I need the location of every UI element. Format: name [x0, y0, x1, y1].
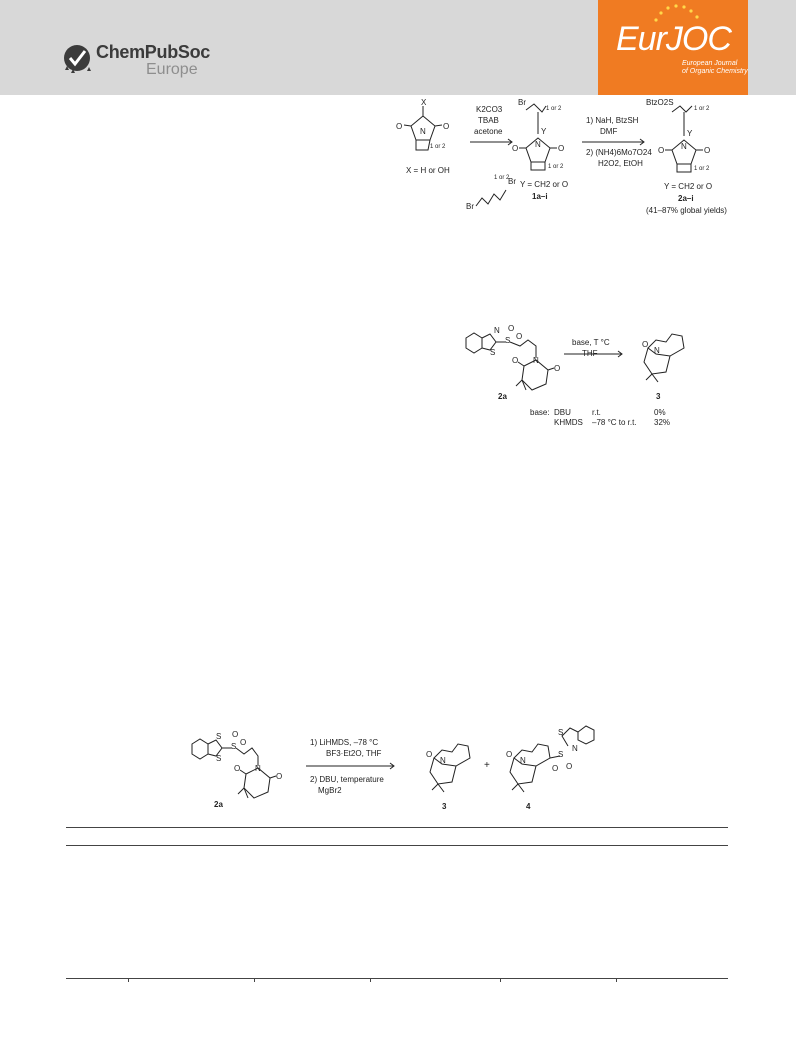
table-1-structures [186, 720, 606, 815]
journal-header [0, 0, 796, 95]
journal-full-line: of Organic Chemistry [682, 68, 748, 75]
carbonyl-o-label: O [558, 144, 565, 153]
carbonyl-o-label: O [512, 144, 519, 153]
imide-n-label: N [533, 356, 539, 365]
reagent-line: acetone [474, 127, 503, 136]
compound-label-4: 4 [526, 802, 531, 811]
carbonyl-o-label: O [276, 772, 283, 781]
yield: 32% [654, 418, 671, 427]
y-definition: Y = CH2 or O [664, 182, 713, 191]
condition-line: THF [582, 349, 598, 358]
column-divider [616, 978, 617, 982]
yield: 0% [654, 408, 666, 417]
sulfonyl-o-label: O [508, 324, 515, 333]
product-n-label: N [520, 756, 526, 765]
publisher-name: ChemPubSoc [96, 42, 211, 62]
base-prefix: base: [530, 408, 550, 417]
product-o-label: O [426, 750, 433, 759]
scheme-2 [460, 320, 710, 440]
step-2-line: 2) DBU, temperature [310, 775, 384, 784]
sulfonyl-o-label: O [552, 764, 559, 773]
sulfonyl-o-label: O [566, 762, 573, 771]
chempubsoc-logo [62, 40, 211, 80]
y-definition: Y = CH2 or O [520, 180, 569, 189]
thiazole-s-label: S [216, 732, 222, 741]
table-1-scheme [186, 720, 606, 815]
condition-line: base, T °C [572, 338, 610, 347]
ring-size-label: 1 or 2 [694, 166, 710, 172]
step-2-line: MgBr2 [318, 786, 342, 795]
x-definition: X = H or OH [406, 166, 450, 175]
sulfonyl-o-label: O [240, 738, 247, 747]
carbonyl-o-label: O [234, 764, 241, 773]
product-n-label: N [654, 346, 660, 355]
chempubsoc-emblem-icon [62, 42, 94, 76]
compound-label-2a: 2a [498, 392, 507, 401]
column-divider [370, 978, 371, 982]
product-o-label: O [642, 340, 649, 349]
sulfonyl-group-label: BtzO2S [646, 98, 674, 107]
sulfonyl-s-label: S [558, 750, 564, 759]
sulfonyl-s-label: S [231, 742, 237, 751]
ring-size-label: 1 or 2 [548, 164, 564, 170]
intermediate-br-label: Br [518, 98, 526, 107]
thiazole-n-label: N [494, 326, 500, 335]
reagent-line: DMF [600, 127, 618, 136]
dibromide-br-label: Br [466, 202, 474, 211]
journal-logo-text: EurJOC [616, 20, 731, 58]
column-divider [500, 978, 501, 982]
reagent-line: 1) NaH, BtzSH [586, 116, 639, 125]
compound-label-3: 3 [656, 392, 661, 401]
carbonyl-o-label: O [443, 122, 450, 131]
publisher-sub: Europe [146, 61, 198, 78]
reagent-line: H2O2, EtOH [598, 159, 643, 168]
product-o-label: O [506, 750, 513, 759]
imide-n-label: N [681, 142, 687, 151]
imide-n-label: N [255, 764, 261, 773]
journal-full-name [682, 60, 748, 76]
compound-label-2a: 2a [214, 800, 223, 809]
ring-size-label: 1 or 2 [694, 106, 710, 112]
imide-n-label: N [535, 140, 541, 149]
y-linker-label: Y [687, 129, 693, 138]
reagent-line: K2CO3 [476, 105, 503, 114]
imide-n-label: N [420, 127, 426, 136]
plus-sign: + [484, 760, 490, 771]
carbonyl-o-label: O [554, 364, 561, 373]
reagent-line: 2) (NH4)6Mo7O24 [586, 148, 652, 157]
yield-note: (41–87% global yields) [646, 206, 727, 215]
compound-label-3: 3 [442, 802, 447, 811]
compound-label-1a-i: 1a–i [532, 192, 548, 201]
eurjoc-logo [598, 0, 748, 95]
sulfonyl-s-label: S [505, 336, 511, 345]
thiazole-n-label: N [572, 744, 578, 753]
reagent-line: TBAB [478, 116, 499, 125]
sulfonyl-o-label: O [232, 730, 239, 739]
thiazole-s-label: S [558, 728, 564, 737]
carbonyl-o-label: O [704, 146, 711, 155]
product-n-label: N [440, 756, 446, 765]
column-divider [254, 978, 255, 982]
step-1-line: 1) LiHMDS, –78 °C [310, 738, 379, 747]
carbonyl-o-label: O [658, 146, 665, 155]
journal-full-line: European Journal [682, 60, 738, 67]
step-1-line: BF3·Et2O, THF [326, 749, 382, 758]
dibromide-br-label: Br [508, 177, 516, 186]
temperature: –78 °C to r.t. [592, 418, 637, 427]
temperature: r.t. [592, 408, 601, 417]
ring-size-label: 1 or 2 [494, 175, 510, 181]
carbonyl-o-label: O [396, 122, 403, 131]
base-name: DBU [554, 408, 571, 417]
scheme-1 [396, 98, 736, 228]
ring-size-label: 1 or 2 [546, 106, 562, 112]
thiazole-n-label: S [216, 754, 222, 763]
carbonyl-o-label: O [512, 356, 519, 365]
base-name: KHMDS [554, 418, 583, 427]
ring-size-label: 1 or 2 [430, 144, 446, 150]
column-divider [128, 978, 129, 982]
x-substituent-label: X [421, 98, 427, 107]
table-bottom-rule [66, 978, 728, 979]
compound-label-2a-i: 2a–i [678, 194, 694, 203]
y-linker-label: Y [541, 127, 547, 136]
sulfonyl-o-label: O [516, 332, 523, 341]
table-header-rule [66, 845, 728, 846]
table-top-rule [66, 827, 728, 828]
thiazole-s-label: S [490, 348, 496, 357]
